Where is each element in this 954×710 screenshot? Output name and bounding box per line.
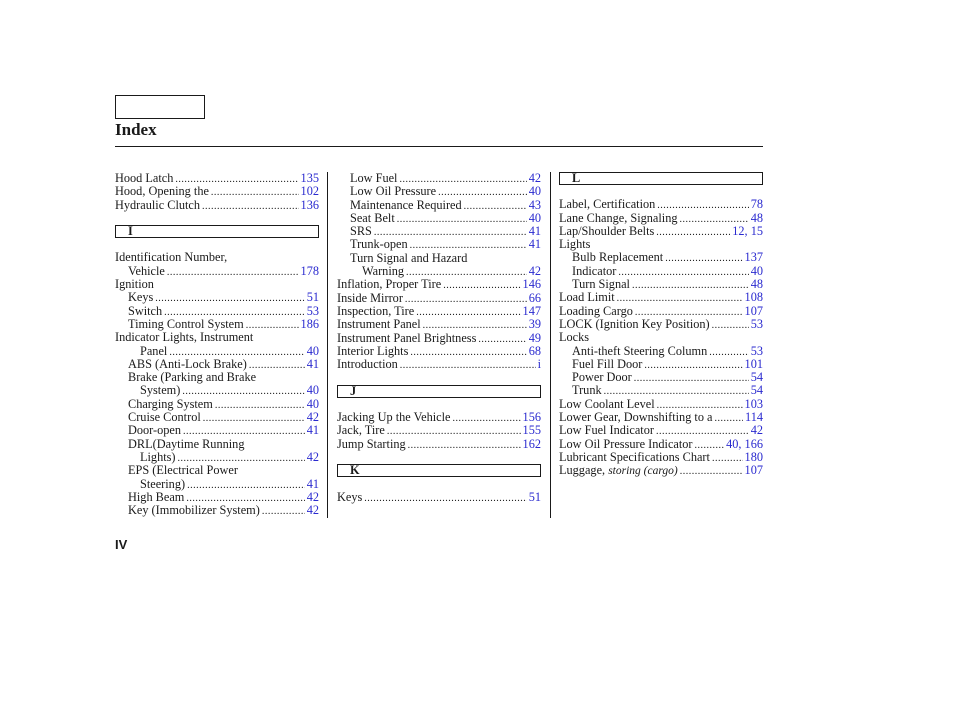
- index-entry[interactable]: Lower Gear, Downshifting to a ..... 114: [559, 411, 763, 424]
- index-entry[interactable]: Indicator ..... 40: [559, 265, 763, 278]
- page-link[interactable]: 39: [528, 317, 541, 332]
- page-link[interactable]: 51: [528, 489, 541, 504]
- page-link[interactable]: 107: [744, 463, 763, 478]
- index-entry[interactable]: Jump Starting ..... 162: [337, 438, 541, 451]
- page-link[interactable]: i: [537, 357, 541, 372]
- index-entry[interactable]: ABS (Anti-Lock Brake) ..... 41: [115, 358, 319, 371]
- index-entry[interactable]: Jack, Tire ..... 155: [337, 424, 541, 437]
- index-entry: Lights: [559, 237, 591, 252]
- page-link[interactable]: 146: [522, 277, 541, 292]
- index-column-1: [115, 172, 319, 517]
- page-link[interactable]: 180: [744, 449, 763, 464]
- index-entry[interactable]: Vehicle ..... 178: [115, 265, 319, 278]
- index-entry[interactable]: High Beam ..... 42: [115, 491, 319, 504]
- index-entry[interactable]: Hood Latch ..... 135: [115, 172, 319, 185]
- page-link[interactable]: 51: [306, 290, 319, 305]
- index-entry[interactable]: Steering) ..... 41: [115, 478, 319, 491]
- index-entry[interactable]: Seat Belt ..... 40: [337, 212, 541, 225]
- page-link[interactable]: 41: [306, 476, 319, 491]
- index-entry: DRL(Daytime Running: [128, 436, 245, 451]
- index-entry[interactable]: Jacking Up the Vehicle ..... 156: [337, 411, 541, 424]
- index-entry[interactable]: Lights) ..... 42: [115, 451, 319, 464]
- page-link[interactable]: 101: [744, 356, 763, 371]
- index-entry[interactable]: Charging System ..... 40: [115, 398, 319, 411]
- page-link[interactable]: 103: [744, 396, 763, 411]
- page-link[interactable]: 136: [300, 197, 319, 212]
- page-link[interactable]: 42: [306, 489, 319, 504]
- index-entry[interactable]: Instrument Panel Brightness ..... 49: [337, 332, 541, 345]
- page-link[interactable]: 41: [528, 224, 541, 239]
- index-entry[interactable]: Luggage, storing (cargo) ..... 107: [559, 464, 763, 477]
- index-entry[interactable]: Anti-theft Steering Column ..... 53: [559, 345, 763, 358]
- index-entry: Indicator Lights, Instrument: [115, 330, 254, 345]
- index-entry[interactable]: Trunk-open ..... 41: [337, 238, 541, 251]
- index-entry[interactable]: Load Limit ..... 108: [559, 291, 763, 304]
- page-link[interactable]: 156: [522, 410, 541, 425]
- page-link[interactable]: 42: [750, 423, 763, 438]
- page-link[interactable]: 54: [750, 383, 763, 398]
- page-link[interactable]: 102: [300, 184, 319, 199]
- index-entry[interactable]: Inside Mirror ..... 66: [337, 292, 541, 305]
- page-link[interactable]: 12, 15: [732, 223, 763, 238]
- page-link[interactable]: 42: [306, 410, 319, 425]
- page-link[interactable]: 41: [306, 423, 319, 438]
- index-entry[interactable]: Interior Lights ..... 68: [337, 345, 541, 358]
- index-entry[interactable]: Low Coolant Level ..... 103: [559, 398, 763, 411]
- page-link[interactable]: 68: [528, 343, 541, 358]
- page-link[interactable]: 53: [306, 303, 319, 318]
- page-link[interactable]: 43: [528, 197, 541, 212]
- index-entry[interactable]: System) ..... 40: [115, 384, 319, 397]
- page-link[interactable]: 54: [750, 370, 763, 385]
- index-entry[interactable]: Key (Immobilizer System) ..... 42: [115, 504, 319, 517]
- index-entry[interactable]: Low Oil Pressure ..... 40: [337, 185, 541, 198]
- index-entry[interactable]: Switch ..... 53: [115, 305, 319, 318]
- page-link[interactable]: 42: [306, 503, 319, 518]
- page-link[interactable]: 178: [300, 263, 319, 278]
- index-entry[interactable]: Cruise Control ..... 42: [115, 411, 319, 424]
- index-entry: Turn Signal and Hazard: [350, 250, 468, 265]
- page-link[interactable]: 40: [306, 396, 319, 411]
- italic-subterm: storing (cargo): [608, 465, 678, 478]
- page-link[interactable]: 40: [528, 184, 541, 199]
- index-entry: EPS (Electrical Power: [128, 463, 238, 478]
- page-link[interactable]: 40: [528, 210, 541, 225]
- page-link[interactable]: 40: [306, 383, 319, 398]
- index-entry[interactable]: Lap/Shoulder Belts ..... 12, 15: [559, 225, 763, 238]
- index-entry[interactable]: Trunk ..... 54: [559, 384, 763, 397]
- page-link[interactable]: 162: [522, 436, 541, 451]
- page-number: IV: [115, 537, 128, 552]
- index-entry[interactable]: Bulb Replacement ..... 137: [559, 251, 763, 264]
- page-link[interactable]: 48: [750, 277, 763, 292]
- page-link[interactable]: 108: [744, 290, 763, 305]
- page-link[interactable]: 155: [522, 423, 541, 438]
- index-entry: Ignition: [115, 277, 154, 292]
- column-divider-2: [550, 172, 551, 518]
- page-link[interactable]: 48: [750, 210, 763, 225]
- index-entry[interactable]: Lubricant Specifications Chart ..... 180: [559, 451, 763, 464]
- page-link[interactable]: 107: [744, 303, 763, 318]
- page-link[interactable]: 40: [750, 263, 763, 278]
- column-divider-1: [327, 172, 328, 518]
- page-link[interactable]: 40, 166: [726, 436, 763, 451]
- index-entry[interactable]: Hydraulic Clutch ..... 136: [115, 199, 319, 212]
- page-link[interactable]: 42: [306, 449, 319, 464]
- index-entry[interactable]: Introduction ..... i: [337, 358, 541, 371]
- index-entry[interactable]: SRS ..... 41: [337, 225, 541, 238]
- index-entry[interactable]: LOCK (Ignition Key Position) ..... 53: [559, 318, 763, 331]
- page-link[interactable]: 40: [306, 343, 319, 358]
- index-entry[interactable]: Keys ..... 51: [337, 491, 541, 504]
- index-entry[interactable]: Label, Certification ..... 78: [559, 198, 763, 211]
- index-entry[interactable]: Warning ..... 42: [337, 265, 541, 278]
- index-entry[interactable]: Low Fuel ..... 42: [337, 172, 541, 185]
- page-link[interactable]: 135: [300, 171, 319, 185]
- page-link[interactable]: 147: [522, 303, 541, 318]
- index-entry: Locks: [559, 330, 590, 345]
- page-link[interactable]: 137: [744, 250, 763, 265]
- index-entry[interactable]: Panel ..... 40: [115, 345, 319, 358]
- index-entry[interactable]: Lane Change, Signaling ..... 48: [559, 212, 763, 225]
- index-entry[interactable]: Loading Cargo ..... 107: [559, 305, 763, 318]
- page-title: Index: [115, 120, 157, 139]
- index-column-2: [337, 172, 541, 504]
- section-header-i: I: [115, 225, 319, 238]
- page-link[interactable]: 114: [745, 410, 763, 425]
- index-entry[interactable]: Instrument Panel ..... 39: [337, 318, 541, 331]
- section-header-k: K: [337, 464, 541, 477]
- title-divider: [115, 146, 763, 147]
- page-link[interactable]: 41: [528, 237, 541, 252]
- page-link[interactable]: 53: [750, 316, 763, 331]
- page-link[interactable]: 53: [750, 343, 763, 358]
- index-entry[interactable]: Low Fuel Indicator ..... 42: [559, 424, 763, 437]
- section-tab-box: [115, 95, 205, 119]
- page-link[interactable]: 66: [528, 290, 541, 305]
- index-entry[interactable]: Inspection, Tire ..... 147: [337, 305, 541, 318]
- page-link[interactable]: 42: [528, 171, 541, 185]
- section-header-l: L: [559, 172, 763, 185]
- index-entry[interactable]: Turn Signal ..... 48: [559, 278, 763, 291]
- index-entry: Brake (Parking and Brake: [128, 370, 257, 385]
- page-link[interactable]: 41: [306, 356, 319, 371]
- index-column-3: [559, 172, 763, 478]
- index-entry[interactable]: Power Door ..... 54: [559, 371, 763, 384]
- section-header-j: J: [337, 385, 541, 398]
- index-entry[interactable]: Timing Control System ..... 186: [115, 318, 319, 331]
- index-entry[interactable]: Inflation, Proper Tire ..... 146: [337, 278, 541, 291]
- index-entry[interactable]: Hood, Opening the ..... 102: [115, 185, 319, 198]
- page-link[interactable]: 78: [750, 197, 763, 212]
- index-entry[interactable]: Door-open ..... 41: [115, 424, 319, 437]
- page-link[interactable]: 186: [300, 316, 319, 331]
- index-entry[interactable]: Keys ..... 51: [115, 291, 319, 304]
- page-link[interactable]: 49: [528, 330, 541, 345]
- index-entry: Identification Number,: [115, 250, 228, 265]
- index-entry[interactable]: Low Oil Pressure Indicator ..... 40, 166: [559, 438, 763, 451]
- index-entry[interactable]: Maintenance Required ..... 43: [337, 199, 541, 212]
- index-entry[interactable]: Fuel Fill Door ..... 101: [559, 358, 763, 371]
- page-link[interactable]: 42: [528, 264, 541, 279]
